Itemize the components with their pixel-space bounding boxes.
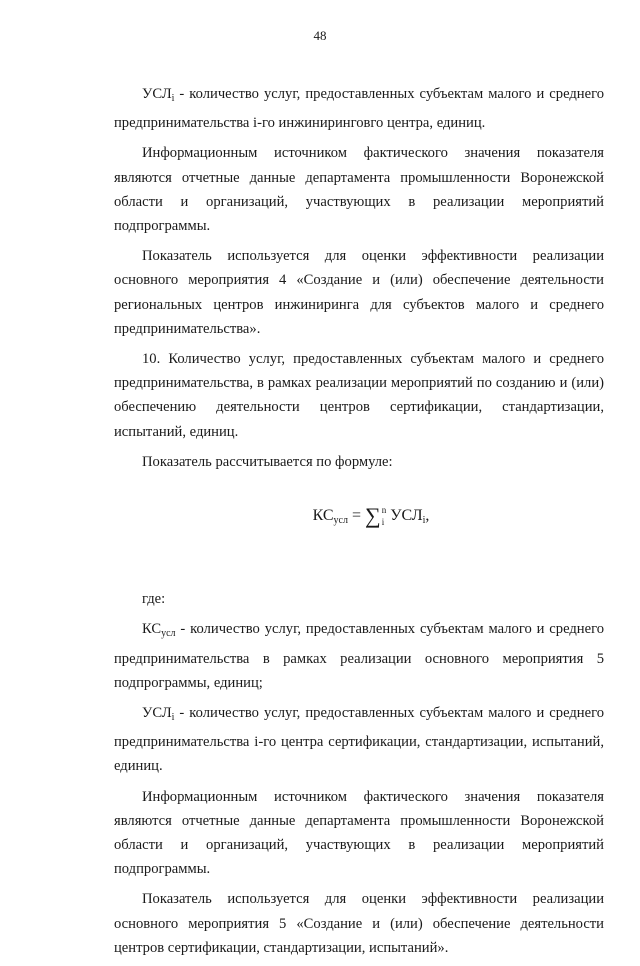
formula <box>114 504 604 533</box>
term-ks: КС <box>142 621 162 638</box>
definition-text: - количество услуг, предоставленных субъектам малого и среднего предпринимательства в рамках реализации основного мероприятия 5 подпрограммы, единиц; <box>114 621 604 691</box>
definition-text: - количество услуг, предоставленных субъектам малого и среднего предпринимательства i-го центра сертификации, стандартизации, испытаний, единиц. <box>114 705 604 775</box>
definition-ks-usl <box>114 617 604 695</box>
term-usl: УСЛ <box>142 86 172 102</box>
definition-text: - количество услуг, предоставленных субъектам малого и среднего предпринимательства i-го инжиниринговго центра, единиц. <box>114 86 604 132</box>
indicator-usage-paragraph: Показатель используется для оценки эффективности реализации основного мероприятия 5 «Создание и (или) обеспечение деятельности центров сертификации, стандартизации, испытаний». <box>114 891 604 956</box>
where-label: где: <box>142 591 166 608</box>
formula-rhs-subscript: i <box>422 515 426 527</box>
term-usl-subscript: i <box>171 712 175 724</box>
indicator-usage-paragraph: Показатель используется для оценки эффективности реализации основного мероприятия 4 «Создание и (или) обеспечение деятельности региональных центров инжиниринга для субъектов малого и среднего предпринимательства». <box>114 248 604 337</box>
page-number: 48 <box>313 28 327 43</box>
sum-upper-limit: n <box>381 505 387 516</box>
definition-usl-certification <box>114 701 604 779</box>
term-usl: УСЛ <box>142 705 172 722</box>
formula-trailing-comma: , <box>425 507 430 525</box>
term-usl-subscript: i <box>171 93 175 104</box>
indicator-10-heading: 10. Количество услуг, предоставленных субъектам малого и среднего предпринимательства, в рамках реализации мероприятий по созданию и (или) обеспечению деятельности центров сертификации, стандартизации, испытаний, единиц. <box>114 351 604 440</box>
formula-lhs-subscript: усл <box>333 515 348 527</box>
sum-limits <box>382 504 387 528</box>
info-source-paragraph: Информационным источником фактического значения показателя являются отчетные данные департамента промышленности Воронежской области и организаций, участвующих в реализации мероприятий подпрограммы. <box>114 788 604 878</box>
formula-lhs: КС <box>312 507 334 525</box>
formula-intro: Показатель рассчитывается по формуле: <box>142 453 393 470</box>
info-source-paragraph: Информационным источником фактического значения показателя являются отчетные данные департамента промышленности Воронежской области и организаций, участвующих в реализации мероприятий подпрограммы. <box>114 145 604 235</box>
formula-rhs: УСЛ <box>390 507 423 525</box>
definition-usl-engineering <box>114 82 604 135</box>
document-body <box>114 82 604 966</box>
sum-lower-limit: i <box>381 517 385 528</box>
sum-symbol: ∑ <box>365 503 381 529</box>
formula-equals: = <box>351 507 361 525</box>
term-ks-subscript: усл <box>161 628 176 640</box>
